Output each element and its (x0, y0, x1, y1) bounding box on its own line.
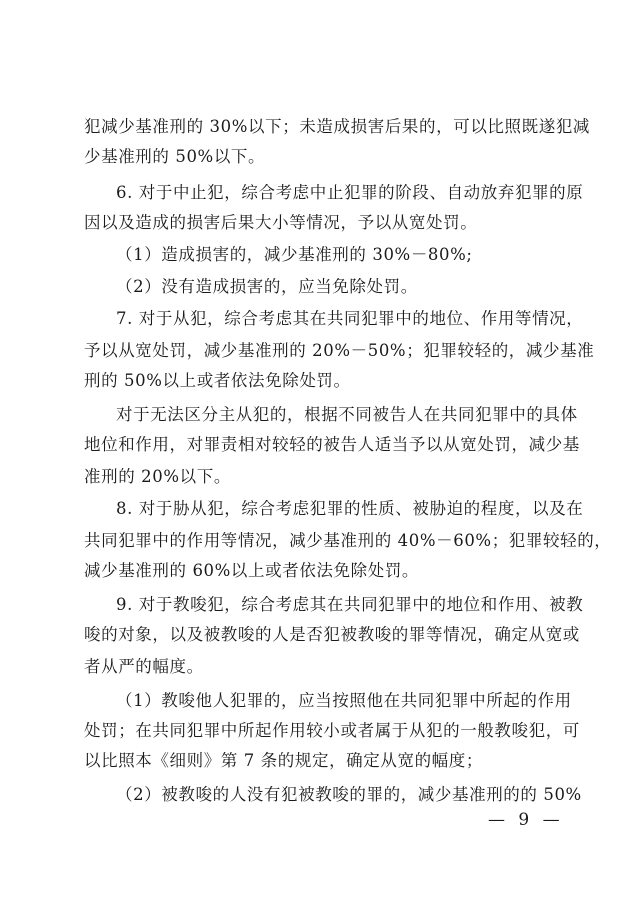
text-line: 因以及造成的损害后果大小等情况，予以从宽处罚。 (84, 213, 478, 232)
text-line: 唆的对象，以及被教唆的人是否犯被教唆的罪等情况，确定从宽或 (84, 625, 580, 644)
text-line: 以比照本《细则》第 7 条的规定，确定从宽的幅度； (84, 751, 483, 770)
text-line: 地位和作用，对罪责相对较轻的被告人适当予以从宽处罚，减少基 (84, 435, 580, 454)
text-line: 减少基准刑的 60%以上或者依法免除处罚。 (84, 561, 420, 580)
text-line: 少基准刑的 50%以下。 (84, 147, 266, 166)
text-line: 9. 对于教唆犯，综合考虑其在共同犯罪中的地位和作用、被教 (116, 595, 584, 614)
text-line: 准刑的 20%以下。 (84, 467, 231, 486)
text-line: （1）教唆他人犯罪的，应当按照他在共同犯罪中所起的作用 (116, 691, 572, 710)
text-line: 刑的 50%以上或者依法免除处罚。 (84, 371, 351, 390)
text-line: 8. 对于胁从犯，综合考虑犯罪的性质、被胁迫的程度，以及在 (116, 499, 584, 518)
text-line: 处罚；在共同犯罪中所起作用较小或者属于从犯的一般教唆犯，可 (84, 721, 580, 740)
text-line: （1）造成损害的，减少基准刑的 30%－80%; (116, 245, 473, 264)
page-number: — 9 — (488, 810, 564, 830)
text-line: （2）被教唆的人没有犯被教唆的罪的，减少基准刑的的 50% (116, 785, 582, 804)
text-line: 共同犯罪中的作用等情况，减少基准刑的 40%－60%；犯罪较轻的， (84, 531, 612, 550)
text-line: 予以从宽处罚，减少基准刑的 20%－50%；犯罪较轻的，减少基准 (84, 341, 595, 360)
text-line: 对于无法区分主从犯的，根据不同被告人在共同犯罪中的具体 (116, 405, 578, 424)
text-line: 者从严的幅度。 (84, 657, 204, 676)
text-line: 6. 对于中止犯，综合考虑中止犯罪的阶段、自动放弃犯罪的原 (116, 183, 584, 202)
text-line: 7. 对于从犯，综合考虑其在共同犯罪中的地位、作用等情况， (116, 309, 584, 328)
text-line: （2）没有造成损害的，应当免除处罚。 (116, 277, 418, 296)
text-line: 犯减少基准刑的 30%以下；未造成损害后果的，可以比照既遂犯减 (84, 117, 591, 136)
